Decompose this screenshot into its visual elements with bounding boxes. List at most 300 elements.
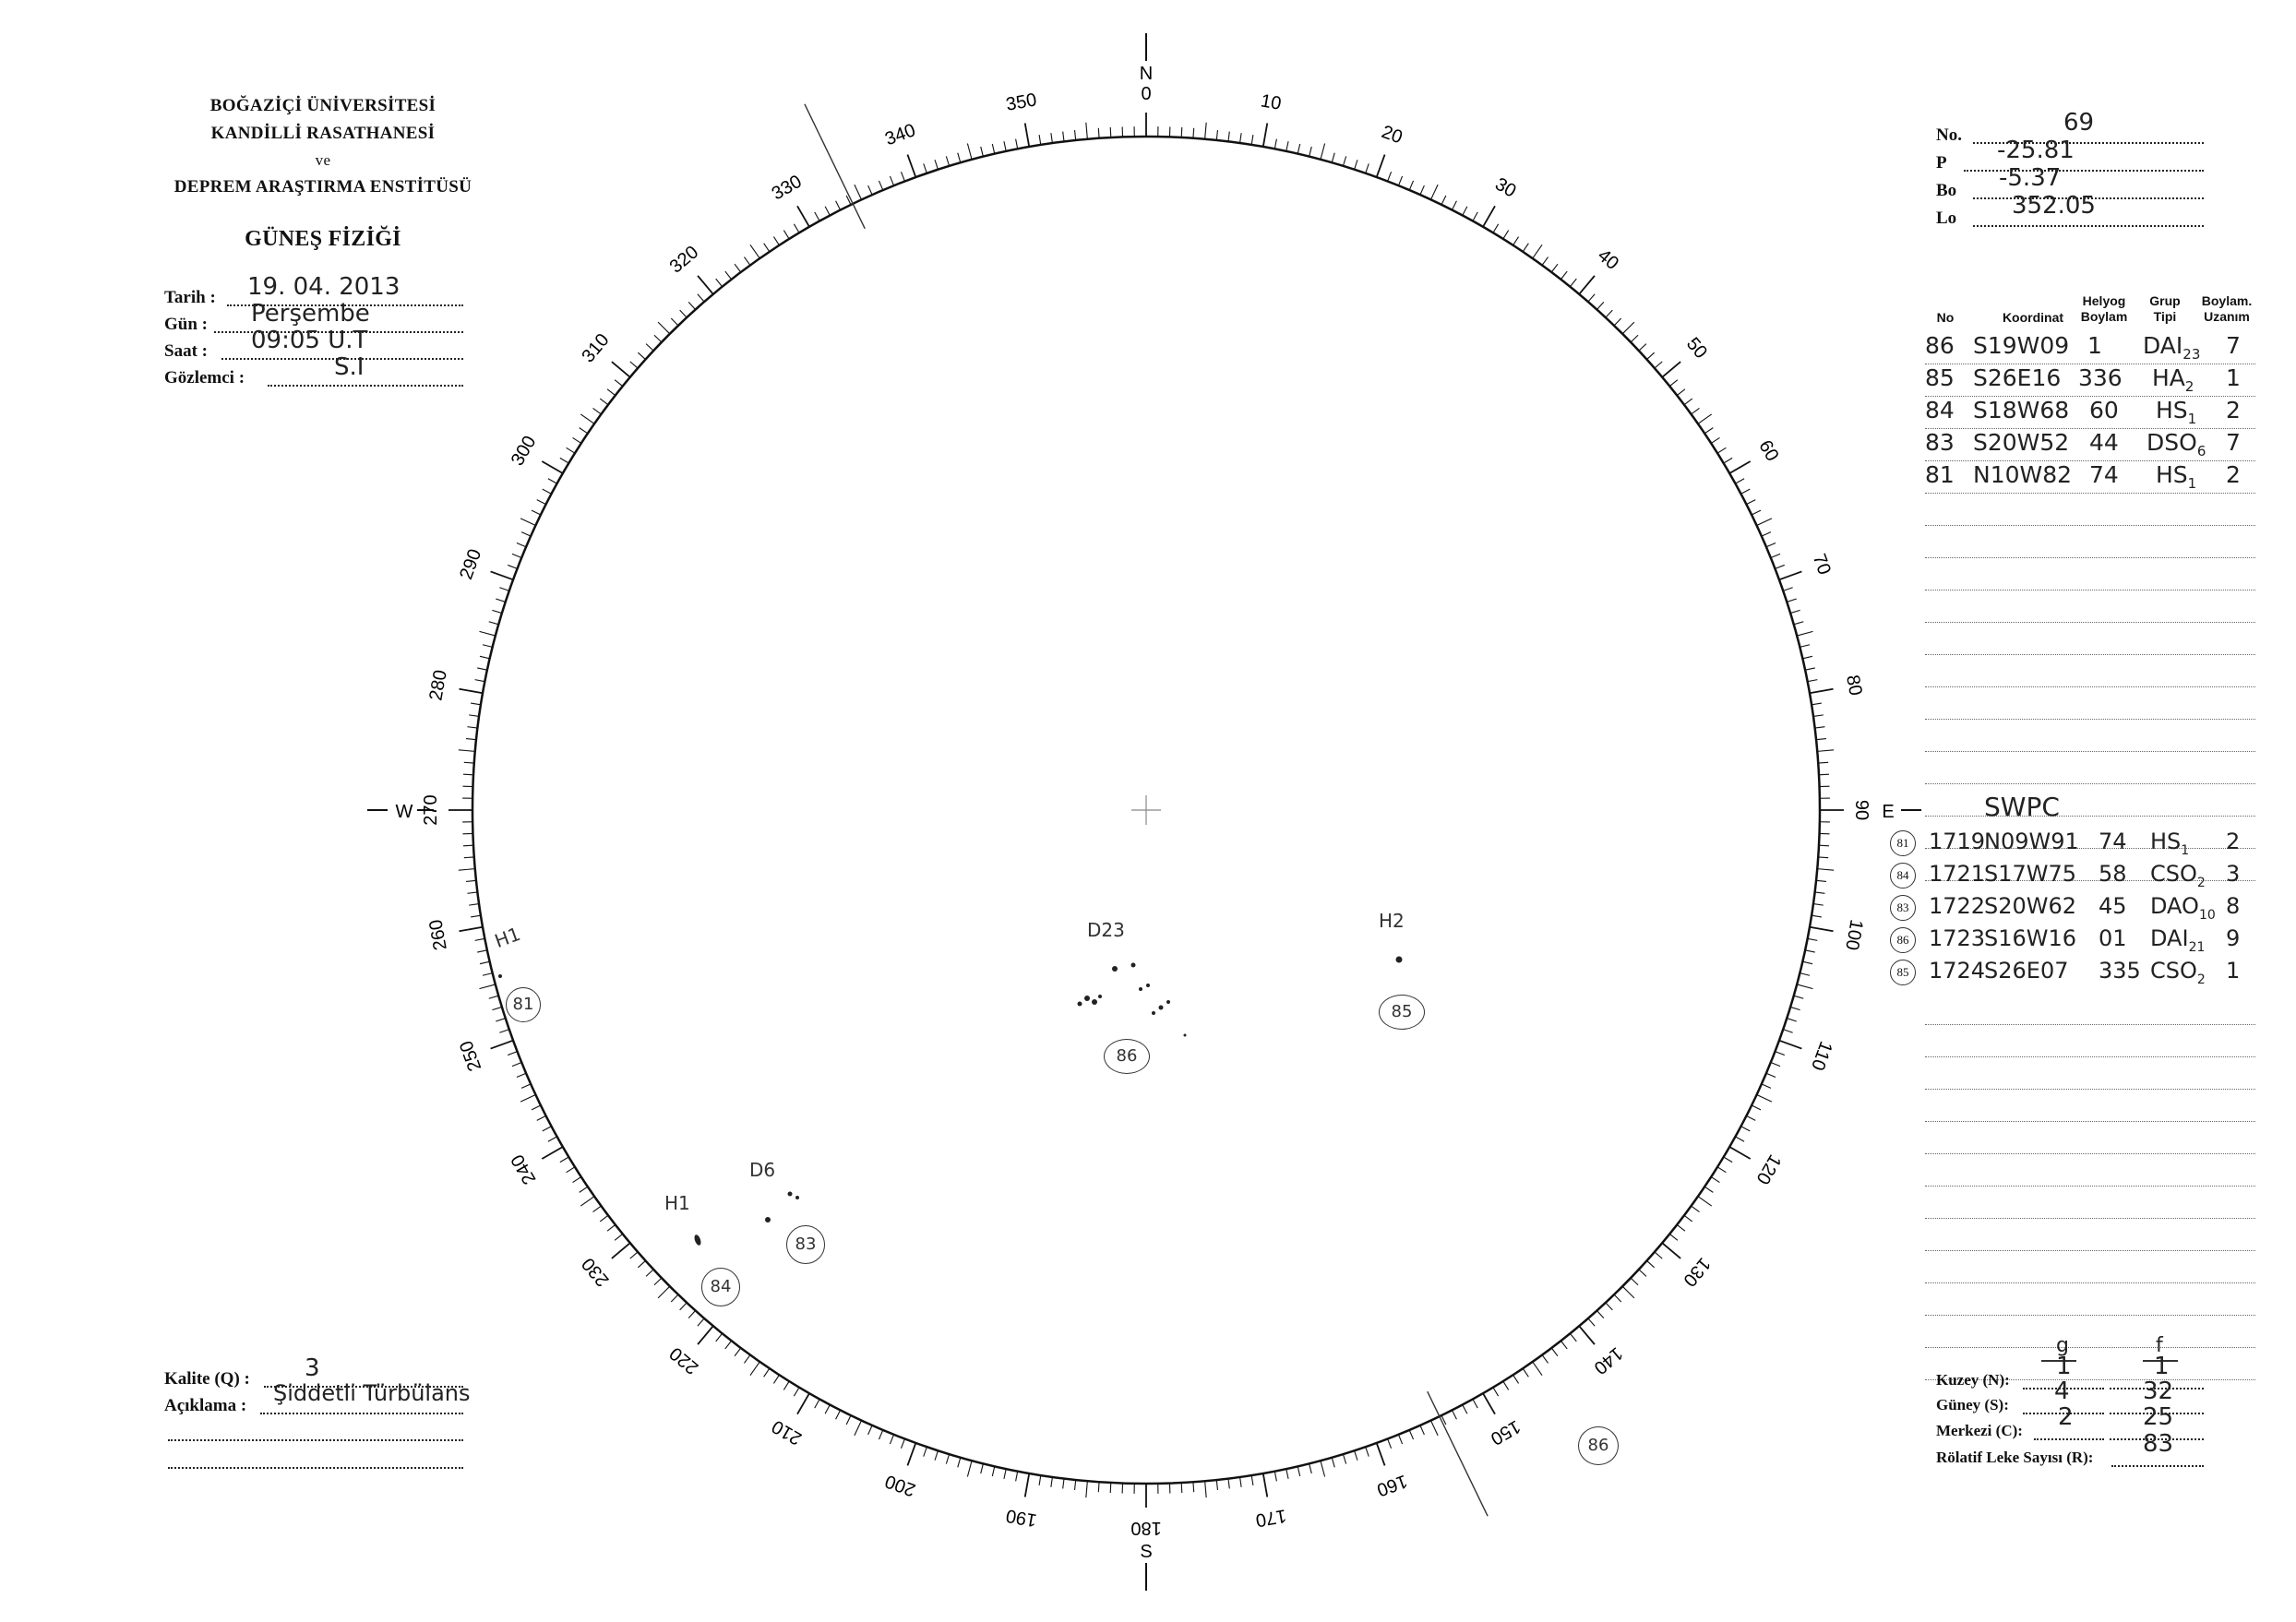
tick-mark (489, 996, 499, 998)
swpc-ext: 3 (2226, 861, 2241, 887)
tick-mark (1051, 133, 1053, 143)
tick-mark (1762, 532, 1771, 536)
tick-mark (654, 335, 662, 342)
tick-mark (532, 510, 541, 515)
tick-mark (1819, 774, 1829, 775)
tick-mark (1240, 133, 1242, 143)
one-eighty-label: 180 (1130, 1518, 1162, 1538)
tick-mark (1741, 1127, 1751, 1131)
tick-mark (567, 447, 575, 453)
tick-mark (1503, 1381, 1509, 1389)
param-no-value: 69 (2063, 109, 2095, 137)
tick-mark (1810, 927, 1834, 932)
tick-mark (580, 428, 588, 434)
row-no: 81 (1925, 461, 1955, 488)
tick-mark (573, 437, 581, 443)
degree-label: 80 (1842, 673, 1866, 698)
tick-mark (1420, 185, 1424, 195)
tick-mark (846, 1415, 851, 1425)
tick-mark (924, 1447, 927, 1456)
param-no-label: No. (1936, 125, 1962, 145)
rotation-axis-north (805, 104, 865, 229)
tick-mark (1818, 857, 1828, 858)
tick-mark (1503, 231, 1509, 239)
count-central-label: Merkezi (C): (1936, 1422, 2023, 1439)
tick-mark (890, 1435, 893, 1444)
col-type: Grup Tipi (2149, 293, 2181, 324)
tick-mark (1542, 257, 1548, 266)
tick-mark (1398, 176, 1402, 185)
tick-mark (1711, 437, 1719, 443)
tick-mark (646, 1270, 653, 1277)
tick-mark (1771, 1062, 1780, 1066)
tick-mark (967, 143, 972, 159)
degree-label: 230 (578, 1253, 614, 1291)
row-lon: 74 (2089, 461, 2119, 488)
swpc-noaa-id: 1724 (1929, 958, 1986, 984)
tick-mark (1228, 1479, 1229, 1489)
col-g-header: g (2056, 1334, 2069, 1357)
tick-mark (1817, 750, 1834, 752)
tick-mark (658, 1286, 670, 1298)
tick-mark (735, 1348, 741, 1356)
tick-mark (491, 571, 513, 579)
tick-mark (907, 1443, 915, 1465)
tick-mark (1787, 599, 1796, 602)
tick-mark (1588, 1318, 1595, 1326)
tick-mark (750, 1362, 759, 1376)
tick-mark (1776, 565, 1785, 568)
tick-mark (725, 1341, 732, 1349)
tick-mark (1025, 1473, 1030, 1497)
param-p-label: P (1936, 153, 1947, 173)
degree-label: 290 (456, 546, 486, 583)
swpc-ext: 1 (2226, 958, 2241, 984)
tick-mark (1332, 1458, 1334, 1468)
tick-mark (1086, 123, 1088, 139)
quality-label: Kalite (Q) : (164, 1369, 250, 1389)
tick-mark (1561, 1341, 1567, 1349)
tick-mark (773, 1375, 779, 1383)
tick-mark (1815, 892, 1825, 893)
tick-mark (537, 1115, 546, 1120)
degree-label: 170 (1253, 1505, 1288, 1531)
tick-mark (646, 344, 653, 352)
tick-mark (479, 631, 495, 636)
tick-mark (1800, 973, 1810, 976)
tick-mark (466, 880, 476, 881)
tick-mark (477, 668, 487, 670)
observer-value: S.I (334, 353, 365, 381)
tick-mark (459, 927, 483, 932)
quality-value: 3 (305, 1354, 320, 1382)
swpc-noaa-id: 1723 (1929, 925, 1986, 951)
tick-mark (688, 302, 695, 309)
outside-ref-circle: 86 (1578, 1426, 1619, 1465)
tick-mark (1779, 571, 1801, 579)
tick-mark (1735, 1137, 1744, 1141)
tick-mark (469, 904, 479, 906)
swpc-lon: 01 (2099, 925, 2127, 951)
swpc-noaa-id: 1722 (1929, 893, 1986, 919)
tick-mark (1800, 645, 1810, 648)
tick-mark (1452, 1410, 1456, 1419)
count-central-g: 2 (2058, 1403, 2074, 1431)
tick-mark (1473, 212, 1477, 221)
row-no: 84 (1925, 397, 1955, 423)
tick-mark (855, 1421, 862, 1436)
tick-mark (1816, 880, 1826, 881)
swpc-ref-circle: 81 (1890, 830, 1916, 856)
tick-mark (1205, 123, 1207, 139)
group-ref-circle: 81 (506, 987, 541, 1022)
tick-mark (483, 645, 493, 648)
tick-mark (1669, 1234, 1678, 1240)
degree-label: 200 (882, 1470, 919, 1500)
tick-mark (1016, 139, 1018, 149)
tick-mark (1355, 1450, 1357, 1460)
swpc-ref-circle: 85 (1890, 960, 1916, 985)
tick-mark (496, 1019, 505, 1021)
row-no: 86 (1925, 332, 1955, 359)
count-south-f: 32 (2143, 1378, 2174, 1405)
tick-mark (1228, 132, 1229, 142)
tick-mark (480, 656, 490, 658)
tick-mark (698, 276, 713, 294)
tick-mark (638, 352, 645, 359)
tick-mark (1016, 1472, 1018, 1482)
degree-label: 320 (665, 242, 703, 278)
tick-mark (532, 1105, 541, 1110)
row-lon: 60 (2089, 397, 2119, 423)
degree-label: 70 (1808, 551, 1835, 578)
tick-mark (560, 458, 568, 463)
tick-mark (1321, 143, 1325, 159)
tick-mark (1797, 984, 1812, 989)
tick-mark (967, 1461, 972, 1476)
tick-mark (1805, 950, 1815, 952)
tick-mark (483, 973, 493, 976)
tick-mark (1596, 1310, 1603, 1318)
tick-mark (1523, 244, 1528, 252)
tick-mark (489, 622, 499, 625)
tick-mark (607, 389, 616, 396)
tick-mark (1533, 244, 1542, 258)
tick-mark (1622, 322, 1634, 334)
tick-mark (946, 1454, 949, 1464)
tick-mark (1810, 689, 1834, 694)
tick-mark (671, 1294, 678, 1302)
sunspot-group-h1-south (693, 1234, 702, 1246)
tick-mark (836, 201, 841, 210)
tick-mark (1063, 132, 1064, 142)
day-value: Perşembe (251, 300, 370, 328)
tick-mark (580, 1187, 588, 1192)
swpc-coord: S20W62 (1984, 893, 2077, 919)
row-type: $HA_2$ (2152, 364, 2194, 395)
tick-mark (593, 1206, 602, 1211)
degree-label: 120 (1752, 1151, 1786, 1188)
degree-label: 310 (578, 329, 614, 367)
tick-mark (517, 1073, 526, 1077)
swpc-type: $CSO_2$ (2150, 958, 2206, 987)
tick-mark (638, 1260, 645, 1267)
tick-mark (1216, 130, 1217, 140)
degree-label: 60 (1754, 436, 1783, 465)
tick-mark (475, 680, 485, 682)
swpc-lon: 58 (2099, 861, 2127, 887)
degree-label: 330 (768, 171, 806, 205)
tick-mark (1205, 1481, 1207, 1497)
tick-mark (1098, 1482, 1099, 1492)
tick-mark (1431, 1421, 1439, 1436)
tick-mark (1783, 1030, 1792, 1033)
tick-mark (1321, 1461, 1325, 1476)
tick-mark (815, 212, 819, 221)
count-north-f: 1 (2154, 1353, 2170, 1380)
row-type: $HS_1$ (2156, 397, 2197, 427)
tick-mark (471, 915, 481, 917)
tick-mark (508, 1052, 517, 1055)
swpc-type: $HS_1$ (2150, 829, 2190, 858)
tick-mark (469, 715, 479, 717)
tick-mark (764, 1368, 770, 1377)
tick-mark (1343, 1454, 1345, 1464)
tick-mark (630, 362, 638, 368)
row-lon: 1 (2087, 332, 2102, 359)
tick-mark (992, 1466, 994, 1476)
tick-mark (612, 362, 630, 377)
tick-mark (1771, 554, 1780, 557)
tick-mark (1746, 1115, 1755, 1120)
section-title: GÜNEŞ FİZİĞİ (245, 227, 401, 251)
tick-mark (573, 1177, 581, 1183)
col-f-header: f (2156, 1334, 2163, 1357)
tick-mark (580, 414, 594, 423)
swpc-coord: S17W75 (1984, 861, 2077, 887)
tick-mark (981, 147, 984, 157)
tick-mark (815, 1399, 819, 1408)
tick-mark (1332, 153, 1334, 163)
tick-mark (580, 1197, 594, 1206)
tick-mark (1717, 1167, 1726, 1173)
tick-mark (1377, 155, 1385, 177)
degree-label: 210 (768, 1415, 806, 1449)
date-label: Tarih : (164, 288, 216, 307)
tick-mark (1513, 1375, 1519, 1383)
tick-mark (797, 206, 809, 227)
tick-mark (698, 1326, 713, 1344)
tick-mark (459, 750, 475, 752)
count-south-g: 4 (2054, 1378, 2070, 1405)
tick-mark (1193, 128, 1194, 138)
tick-mark (1766, 1073, 1776, 1077)
tick-mark (492, 610, 502, 613)
tick-mark (477, 950, 487, 952)
tick-mark (468, 892, 478, 893)
tick-mark (1735, 479, 1744, 483)
tick-mark (1622, 1286, 1634, 1298)
tick-mark (517, 543, 526, 546)
tick-mark (512, 554, 521, 557)
tick-mark (1409, 1430, 1413, 1439)
tick-mark (1297, 144, 1299, 154)
tick-mark (1004, 1469, 1006, 1479)
tick-mark (1098, 128, 1099, 138)
tick-mark (1779, 1041, 1801, 1049)
tick-mark (735, 264, 741, 272)
tick-mark (1420, 1425, 1424, 1435)
institute-name: DEPREM ARAŞTIRMA ENSTİTÜSÜ (173, 177, 472, 197)
tick-mark (1662, 362, 1680, 377)
tick-mark (1463, 207, 1467, 216)
tick-mark (1274, 1472, 1276, 1482)
tick-mark (521, 1084, 531, 1088)
two-seventy-label: 270 (421, 794, 441, 826)
tick-mark (825, 207, 830, 216)
tick-mark (836, 1410, 841, 1419)
time-label: Saat : (164, 341, 208, 361)
group-label-d6: D6 (749, 1159, 776, 1181)
header-ve: ve (315, 151, 331, 169)
swpc-lon: 335 (2099, 958, 2141, 984)
tick-mark (543, 1127, 552, 1131)
tick-mark (1808, 680, 1818, 682)
tick-mark (548, 479, 557, 483)
degree-label: 130 (1679, 1253, 1715, 1291)
tick-mark (612, 1243, 630, 1258)
count-relative-label: Rölatif Leke Sayısı (R): (1936, 1449, 2094, 1466)
tick-mark (491, 1041, 513, 1049)
tick-mark (1579, 1326, 1595, 1344)
tick-mark (1614, 1294, 1621, 1302)
tick-mark (935, 1450, 938, 1460)
tick-mark (560, 1157, 568, 1163)
tick-mark (1646, 352, 1654, 359)
tick-mark (879, 1430, 882, 1439)
tick-mark (1815, 727, 1825, 728)
degree-label: 190 (1004, 1505, 1039, 1531)
tick-mark (1787, 1019, 1796, 1021)
tick-mark (797, 1393, 809, 1414)
count-north-label: Kuzey (N): (1936, 1371, 2010, 1389)
row-coord: S26E16 (1973, 364, 2062, 391)
tick-mark (1812, 915, 1822, 917)
tick-mark (512, 1062, 521, 1066)
count-relative-value: 83 (2143, 1430, 2174, 1458)
tick-mark (855, 185, 862, 199)
tick-mark (1025, 123, 1030, 147)
tick-mark (680, 1303, 688, 1310)
swpc-coord: S16W16 (1984, 925, 2077, 951)
tick-mark (1251, 135, 1253, 145)
tick-mark (1812, 703, 1822, 705)
note-value: Şiddetli Türbülans (273, 1380, 471, 1406)
row-ext: 7 (2226, 332, 2241, 359)
tick-mark (1596, 302, 1603, 309)
tick-mark (1570, 1333, 1576, 1342)
tick-mark (1762, 1084, 1771, 1088)
tick-mark (1377, 1443, 1385, 1465)
swpc-ext: 9 (2226, 925, 2241, 951)
tick-mark (1614, 318, 1621, 326)
col-lon: Helyog Boylam (2080, 293, 2128, 324)
tick-mark (654, 1278, 662, 1285)
group-ref-circle: 85 (1379, 995, 1425, 1030)
tick-mark (1366, 1447, 1369, 1456)
tick-mark (1452, 201, 1456, 210)
tick-mark (1698, 1197, 1712, 1206)
tick-mark (1704, 1187, 1713, 1192)
tick-mark (479, 984, 495, 989)
tick-mark (1704, 428, 1713, 434)
tick-mark (1813, 904, 1824, 906)
row-ext: 1 (2226, 364, 2241, 391)
tick-mark (1398, 1435, 1402, 1444)
tick-mark (567, 1167, 575, 1173)
tick-mark (1463, 1405, 1467, 1414)
tick-mark (508, 565, 517, 568)
tick-mark (1639, 1270, 1646, 1277)
tick-mark (744, 257, 749, 266)
observer-label: Gözlemci : (164, 368, 245, 388)
swpc-lon: 45 (2099, 893, 2127, 919)
tick-mark (542, 1147, 563, 1159)
tick-mark (492, 1007, 502, 1009)
swpc-lon: 74 (2099, 829, 2127, 854)
tick-mark (1513, 237, 1519, 245)
tick-mark (725, 271, 732, 280)
tick-mark (1631, 335, 1638, 342)
tick-mark (1579, 276, 1595, 294)
sunspot-group-h2 (1396, 957, 1403, 963)
col-ext: Boylam. Uzanım (2201, 293, 2253, 324)
tick-mark (698, 294, 704, 302)
count-north-g: 1 (2056, 1353, 2072, 1380)
degree-label: 100 (1841, 917, 1867, 952)
east-letter: E (1882, 802, 1895, 822)
group-ref-circle: 86 (1104, 1039, 1150, 1074)
col-no: No (1936, 310, 1955, 325)
tick-mark (1724, 458, 1732, 463)
tick-mark (1431, 185, 1439, 199)
tick-mark (1483, 1393, 1495, 1414)
tick-mark (1606, 1303, 1613, 1310)
tick-mark (1263, 1473, 1268, 1497)
swpc-type: $DAO_{10}$ (2150, 893, 2216, 923)
tick-mark (1473, 1399, 1477, 1408)
tick-mark (716, 1333, 723, 1342)
tick-mark (1794, 622, 1804, 625)
tick-mark (698, 1318, 704, 1326)
tick-mark (600, 1215, 608, 1222)
degree-label: 340 (882, 120, 919, 150)
tick-mark (901, 1439, 904, 1449)
row-lon: 44 (2089, 429, 2119, 456)
swpc-ext: 8 (2226, 893, 2241, 919)
tick-mark (1297, 1466, 1299, 1476)
degree-label: 300 (507, 432, 541, 470)
degree-label: 150 (1487, 1415, 1525, 1449)
tick-mark (1741, 489, 1751, 494)
tick-mark (1483, 206, 1495, 227)
row-coord: S20W52 (1973, 429, 2070, 456)
tick-mark (1075, 130, 1076, 140)
row-ext: 2 (2226, 461, 2241, 488)
tick-mark (890, 176, 893, 185)
tick-mark (794, 1388, 799, 1396)
tick-mark (542, 461, 563, 473)
